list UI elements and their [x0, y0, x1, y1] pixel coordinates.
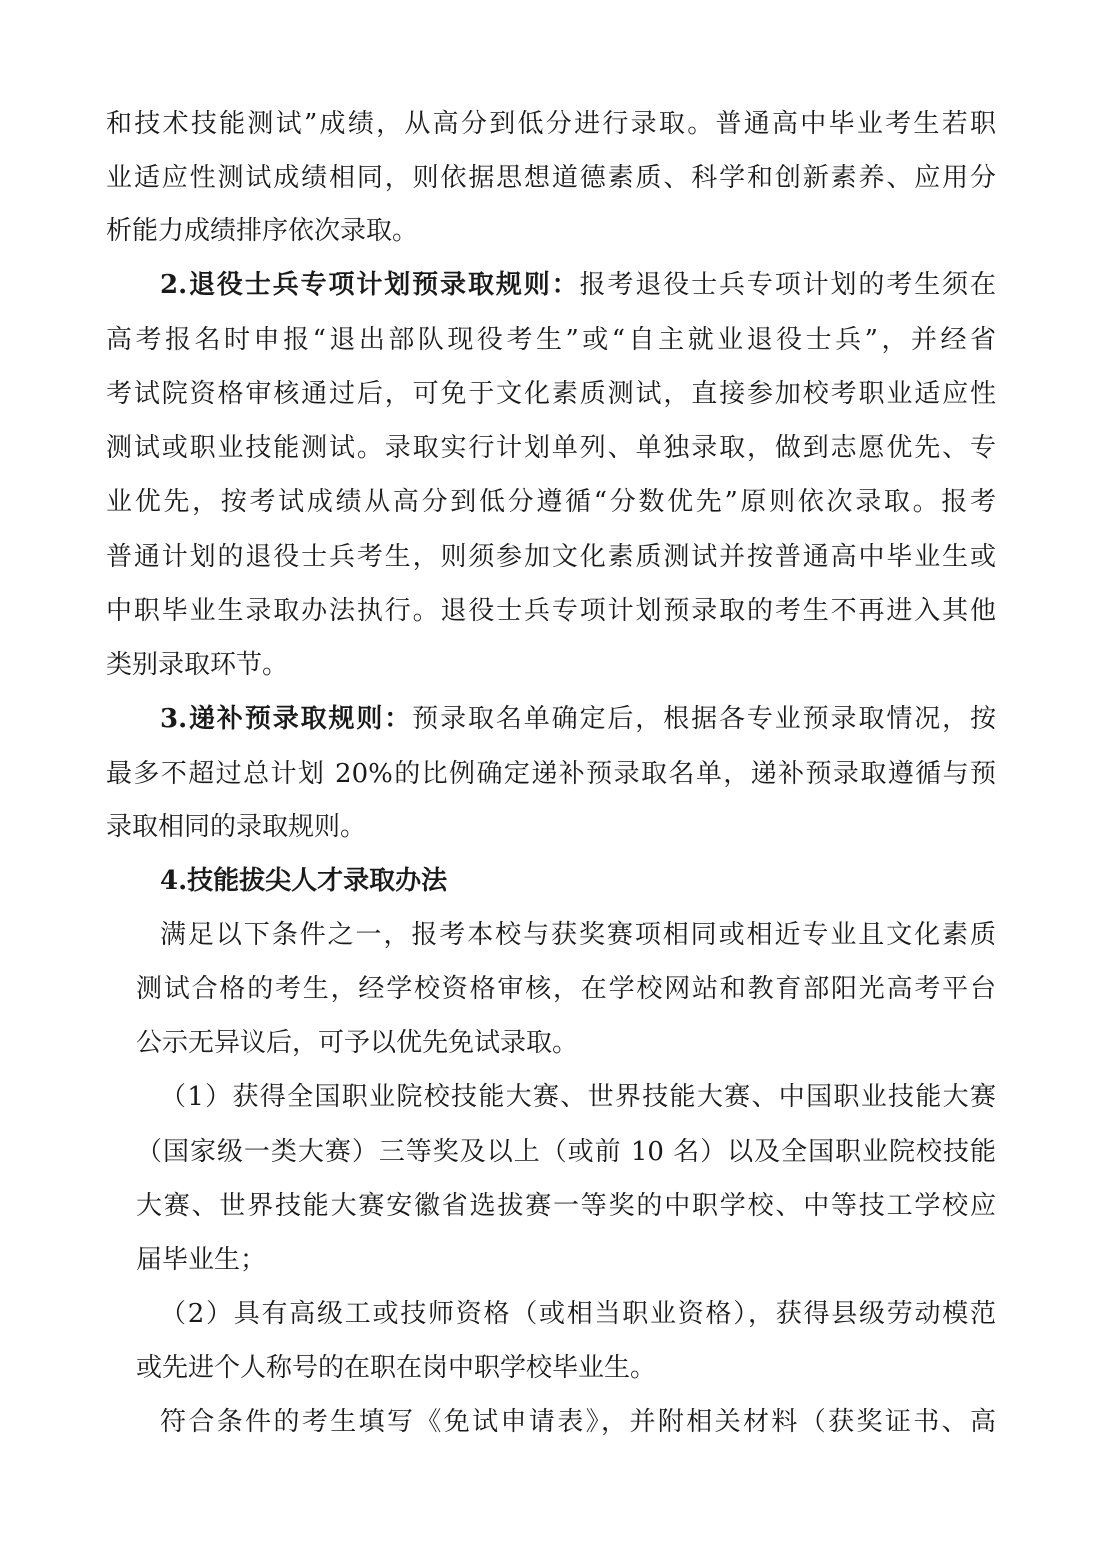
- list-item-line: （2）具有高级工或技师资格（或相当职业资格），获得县级劳动模范: [160, 1299, 996, 1329]
- paragraph-line: 类别录取环节。: [106, 650, 289, 680]
- paragraph-line: 高考报名时申报“退出部队现役考生”或“自主就业退役士兵”，并经省: [106, 325, 996, 355]
- paragraph-line: 符合条件的考生填写《免试申请表》，并附相关材料（获奖证书、高: [160, 1407, 996, 1437]
- paragraph-line: 析能力成绩排序依次录取。: [106, 216, 419, 246]
- list-item-line: （国家级一类大赛）三等奖及以上（或前 10 名）以及全国职业院校技能: [136, 1137, 996, 1167]
- list-item-line: （1）获得全国职业院校技能大赛、世界技能大赛、中国职业技能大赛: [160, 1082, 996, 1112]
- list-item-line: 大赛、世界技能大赛安徽省选拔赛一等奖的中职学校、中等技工学校应: [136, 1191, 996, 1221]
- rule3-first-line: [160, 701, 996, 737]
- rule2-first-line: [160, 267, 996, 303]
- paragraph-line: 公示无异议后，可予以优先免试录取。: [136, 1028, 579, 1058]
- paragraph-line: 录取相同的录取规则。: [106, 812, 367, 842]
- list-item-line: 或先进个人称号的在职在岗中职学校毕业生。: [136, 1353, 657, 1383]
- rule2-heading: 2.退役士兵专项计划预录取规则：: [160, 270, 580, 300]
- list-item-line: 届毕业生；: [136, 1245, 267, 1275]
- paragraph-line: 考试院资格审核通过后，可免于文化素质测试，直接参加校考职业适应性: [106, 379, 996, 409]
- paragraph-line: 业优先，按考试成绩从高分到低分遵循“分数优先”原则依次录取。报考: [106, 487, 996, 517]
- paragraph-line: 满足以下条件之一，报考本校与获奖赛项相同或相近专业且文化素质: [160, 920, 996, 950]
- paragraph-line: 和技术技能测试”成绩，从高分到低分进行录取。普通高中毕业考生若职: [106, 109, 996, 139]
- paragraph-line: 测试或职业技能测试。录取实行计划单列、单独录取，做到志愿优先、专: [106, 433, 996, 463]
- paragraph-line: 最多不超过总计划 20%的比例确定递补预录取名单，递补预录取遵循与预: [106, 759, 996, 789]
- rule2-first-line-text: 报考退役士兵专项计划的考生须在: [579, 270, 996, 300]
- paragraph-line: 中职毕业生录取办法执行。退役士兵专项计划预录取的考生不再进入其他: [106, 596, 996, 626]
- paragraph-line: 普通计划的退役士兵考生，则须参加文化素质测试并按普通高中毕业生或: [106, 542, 996, 572]
- rule4-heading: 4.技能拔尖人才录取办法: [160, 866, 448, 896]
- paragraph-line: 测试合格的考生，经学校资格审核，在学校网站和教育部阳光高考平台: [136, 974, 996, 1004]
- rule3-heading: 3.递补预录取规则：: [160, 704, 413, 734]
- paragraph-line: 业适应性测试成绩相同，则依据思想道德素质、科学和创新素养、应用分: [106, 163, 996, 193]
- rule3-first-line-text: 预录取名单确定后，根据各专业预录取情况，按: [412, 704, 996, 734]
